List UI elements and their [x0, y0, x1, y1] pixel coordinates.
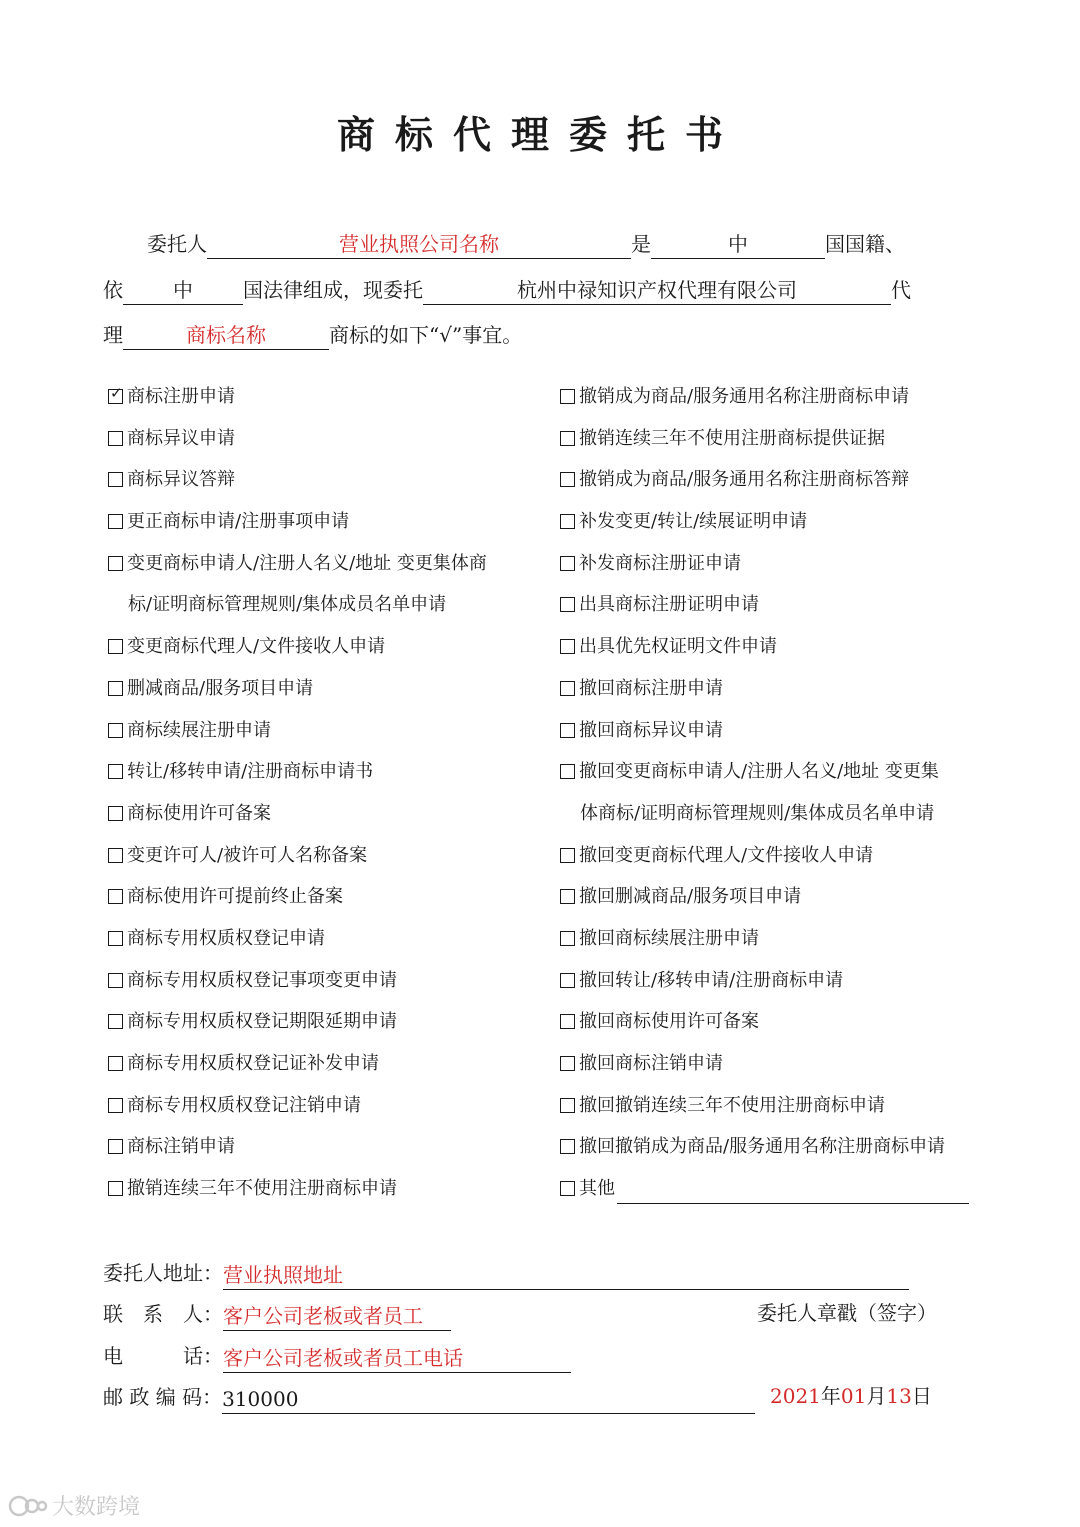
- right-item-label: 出具优先权证明文件申请: [579, 636, 777, 658]
- left-item[interactable]: [108, 798, 538, 840]
- address-label: 委托人地址：: [103, 1261, 223, 1285]
- left-item[interactable]: [108, 673, 538, 715]
- intro-line-1: [147, 229, 905, 259]
- right-item[interactable]: [560, 548, 990, 590]
- checkbox-icon[interactable]: [108, 931, 123, 946]
- right-item[interactable]: [560, 631, 990, 673]
- left-item[interactable]: [108, 715, 538, 757]
- checkbox-icon[interactable]: [560, 1181, 575, 1196]
- left-item[interactable]: [108, 1090, 538, 1132]
- right-item[interactable]: [560, 381, 990, 423]
- left-item-label: 商标专用权质权登记期限延期申请: [127, 1011, 397, 1033]
- left-item-label: 撤销连续三年不使用注册商标申请: [127, 1178, 397, 1200]
- postcode-label: 邮 政 编 码：: [103, 1385, 223, 1409]
- checkbox-icon[interactable]: [108, 1056, 123, 1071]
- right-item-label: 撤回删减商品/服务项目申请: [579, 886, 802, 908]
- right-item-label: 撤回商标异议申请: [579, 719, 723, 741]
- right-item-label: 撤回变更商标代理人/文件接收人申请: [579, 844, 874, 866]
- left-item-label: 商标续展注册申请: [127, 719, 271, 741]
- left-item-label: 商标异议申请: [127, 427, 235, 449]
- right-item[interactable]: [560, 840, 990, 882]
- checkbox-icon[interactable]: [108, 764, 123, 779]
- left-item-label: 变更商标代理人/文件接收人申请: [127, 636, 386, 658]
- left-item[interactable]: [108, 923, 538, 965]
- right-item-label: 撤回商标注册申请: [579, 677, 723, 699]
- client-label: 委托人: [147, 232, 207, 256]
- intro-line-2: [103, 275, 911, 305]
- left-item[interactable]: [108, 965, 538, 1007]
- right-item-label: 撤回商标注销申请: [579, 1053, 723, 1074]
- right-checklist: [560, 381, 990, 1215]
- right-item[interactable]: [560, 881, 990, 923]
- phone-row: [103, 1339, 571, 1373]
- right-item[interactable]: [560, 423, 990, 465]
- checkbox-icon[interactable]: [560, 1014, 575, 1029]
- date-month[interactable]: 01: [840, 1384, 867, 1408]
- left-item[interactable]: [108, 840, 538, 882]
- right-item[interactable]: [560, 1048, 990, 1090]
- contact-field[interactable]: 客户公司老板或者员工: [223, 1302, 451, 1331]
- right-item-label: 撤回商标使用许可备案: [579, 1011, 759, 1033]
- date: [770, 1380, 932, 1409]
- right-item[interactable]: [560, 464, 990, 506]
- checkbox-icon[interactable]: [108, 848, 123, 863]
- left-item[interactable]: [108, 1048, 538, 1090]
- right-item[interactable]: [560, 589, 990, 631]
- checkbox-icon[interactable]: [560, 848, 575, 863]
- left-item[interactable]: [108, 1173, 538, 1215]
- left-item[interactable]: [108, 423, 538, 465]
- left-item[interactable]: [108, 381, 538, 423]
- right-item[interactable]: [560, 1173, 990, 1215]
- right-item[interactable]: [560, 756, 990, 798]
- left-item[interactable]: [108, 464, 538, 506]
- nationality-field[interactable]: 中: [651, 230, 825, 259]
- left-item-label: 标/证明商标管理规则/集体成员名单申请: [128, 594, 447, 616]
- left-item[interactable]: [108, 1131, 538, 1173]
- left-item-label: 变更许可人/被许可人名称备案: [127, 844, 368, 866]
- checkbox-icon[interactable]: [560, 639, 575, 654]
- right-item-label: 撤回转让/移转申请/注册商标申请: [579, 969, 844, 991]
- phone-label: 电 话：: [103, 1344, 223, 1368]
- right-item[interactable]: [560, 1131, 990, 1173]
- right-item-label: 撤销成为商品/服务通用名称注册商标答辩: [579, 469, 910, 491]
- right-item-label: 其他: [579, 1178, 615, 1200]
- checkbox-icon[interactable]: [560, 1056, 575, 1071]
- address-row: [103, 1256, 909, 1290]
- checkbox-icon[interactable]: [108, 472, 123, 487]
- watermark: [8, 1490, 140, 1521]
- checkbox-icon[interactable]: [108, 973, 123, 988]
- left-item-label: 变更商标申请人/注册人名义/地址 变更集体商: [127, 552, 487, 574]
- mark-name-field[interactable]: 商标名称: [123, 321, 329, 350]
- checkbox-icon[interactable]: [108, 1098, 123, 1113]
- checkbox-checked-icon[interactable]: [108, 389, 123, 404]
- agent-suffix: 代: [891, 278, 911, 302]
- postcode-row: [103, 1380, 755, 1414]
- seal-label: 委托人章戳（签字）: [757, 1301, 937, 1325]
- right-item-label: 撤回撤销成为商品/服务通用名称注册商标申请: [579, 1136, 946, 1158]
- left-item[interactable]: [108, 506, 538, 548]
- right-item[interactable]: [560, 1090, 990, 1132]
- checkbox-icon[interactable]: [560, 514, 575, 529]
- checkbox-icon[interactable]: [108, 514, 123, 529]
- page-title: 商标代理委托书: [336, 113, 743, 157]
- left-item-label: 商标专用权质权登记证补发申请: [127, 1053, 379, 1074]
- checkbox-icon[interactable]: [560, 723, 575, 738]
- date-year-unit: 年: [820, 1384, 841, 1408]
- phone-field[interactable]: 客户公司老板或者员工电话: [223, 1344, 571, 1373]
- checkbox-icon[interactable]: [560, 889, 575, 904]
- checkbox-icon[interactable]: [560, 973, 575, 988]
- left-item-label: 转让/移转申请/注册商标申请书: [127, 761, 374, 783]
- date-year[interactable]: 2021: [770, 1384, 821, 1408]
- right-item: [560, 798, 990, 840]
- is-text: 是: [631, 232, 651, 256]
- checkbox-icon[interactable]: [560, 389, 575, 404]
- left-item-label: 商标使用许可备案: [127, 802, 271, 824]
- left-checklist: [108, 381, 538, 1215]
- left-item-label: 商标异议答辩: [127, 469, 235, 491]
- address-field[interactable]: 营业执照地址: [223, 1261, 909, 1290]
- checkbox-icon[interactable]: [560, 1139, 575, 1154]
- other-input-line[interactable]: [617, 1173, 969, 1204]
- contact-row: [103, 1297, 451, 1331]
- checkbox-icon[interactable]: [560, 472, 575, 487]
- right-item-label: 撤回商标续展注册申请: [579, 927, 759, 949]
- contact-label: 联 系 人：: [103, 1302, 223, 1326]
- right-item-label: 撤销连续三年不使用注册商标提供证据: [579, 427, 885, 449]
- checkbox-icon[interactable]: [108, 1014, 123, 1029]
- date-day[interactable]: 13: [886, 1384, 912, 1408]
- law-suffix: 国法律组成，现委托: [243, 278, 423, 302]
- law-label: 依: [103, 278, 123, 302]
- left-item[interactable]: [108, 548, 538, 590]
- intro-line-3: [103, 320, 522, 350]
- right-item[interactable]: [560, 923, 990, 965]
- checkbox-icon[interactable]: [108, 1181, 123, 1196]
- left-item-label: 商标专用权质权登记注销申请: [127, 1094, 361, 1116]
- checkbox-icon[interactable]: [108, 806, 123, 821]
- checkbox-icon[interactable]: [560, 556, 575, 571]
- left-item[interactable]: [108, 631, 538, 673]
- checkbox-icon[interactable]: [560, 764, 575, 779]
- nationality-suffix: 国国籍、: [825, 232, 905, 256]
- left-item-label: 商标专用权质权登记事项变更申请: [127, 969, 397, 991]
- watermark-text: 大数跨境: [52, 1495, 141, 1520]
- right-item-label: 补发变更/转让/续展证明申请: [579, 511, 808, 533]
- checkbox-icon[interactable]: [560, 681, 575, 696]
- right-item-label: 体商标/证明商标管理规则/集体成员名单申请: [580, 802, 935, 824]
- left-item-label: 商标使用许可提前终止备案: [127, 886, 343, 908]
- agent-field[interactable]: 杭州中禄知识产权代理有限公司: [423, 276, 891, 305]
- postcode-field[interactable]: 310000: [222, 1385, 755, 1414]
- checkbox-icon[interactable]: [108, 889, 123, 904]
- checkbox-icon[interactable]: [560, 597, 575, 612]
- checkbox-icon[interactable]: [560, 431, 575, 446]
- left-item: [108, 589, 538, 631]
- left-item-label: 商标注册申请: [127, 386, 235, 407]
- checkbox-icon[interactable]: [108, 1139, 123, 1154]
- left-item-label: 商标专用权质权登记申请: [127, 927, 325, 949]
- law-country-field[interactable]: 中: [123, 276, 243, 305]
- left-item-label: 更正商标申请/注册事项申请: [127, 511, 350, 533]
- watermark-logo-icon: [8, 1493, 48, 1519]
- left-item[interactable]: [108, 1006, 538, 1048]
- right-item-label: 撤销成为商品/服务通用名称注册商标申请: [579, 386, 910, 407]
- checkbox-icon[interactable]: [108, 556, 123, 571]
- checkbox-icon[interactable]: [108, 639, 123, 654]
- right-item[interactable]: [560, 506, 990, 548]
- client-name-field[interactable]: 营业执照公司名称: [207, 230, 631, 259]
- mark-suffix: 商标的如下“√”事宜。: [329, 323, 523, 347]
- date-month-unit: 月: [866, 1384, 887, 1408]
- left-item-label: 商标注销申请: [127, 1136, 235, 1158]
- left-item-label: 删减商品/服务项目申请: [127, 677, 314, 699]
- right-item[interactable]: [560, 965, 990, 1007]
- checkbox-icon[interactable]: [108, 431, 123, 446]
- date-day-unit: 日: [911, 1384, 932, 1408]
- left-item[interactable]: [108, 756, 538, 798]
- right-item-label: 撤回撤销连续三年不使用注册商标申请: [579, 1094, 885, 1116]
- right-item[interactable]: [560, 673, 990, 715]
- mark-label: 理: [103, 323, 123, 347]
- right-item-label: 出具商标注册证明申请: [579, 594, 759, 616]
- checkbox-icon[interactable]: [108, 681, 123, 696]
- right-item-label: 撤回变更商标申请人/注册人名义/地址 变更集: [579, 761, 939, 783]
- left-item[interactable]: [108, 881, 538, 923]
- right-item[interactable]: [560, 1006, 990, 1048]
- right-item-label: 补发商标注册证申请: [579, 552, 741, 574]
- checkbox-icon[interactable]: [108, 723, 123, 738]
- checkbox-icon[interactable]: [560, 1098, 575, 1113]
- right-item[interactable]: [560, 715, 990, 757]
- checkbox-icon[interactable]: [560, 931, 575, 946]
